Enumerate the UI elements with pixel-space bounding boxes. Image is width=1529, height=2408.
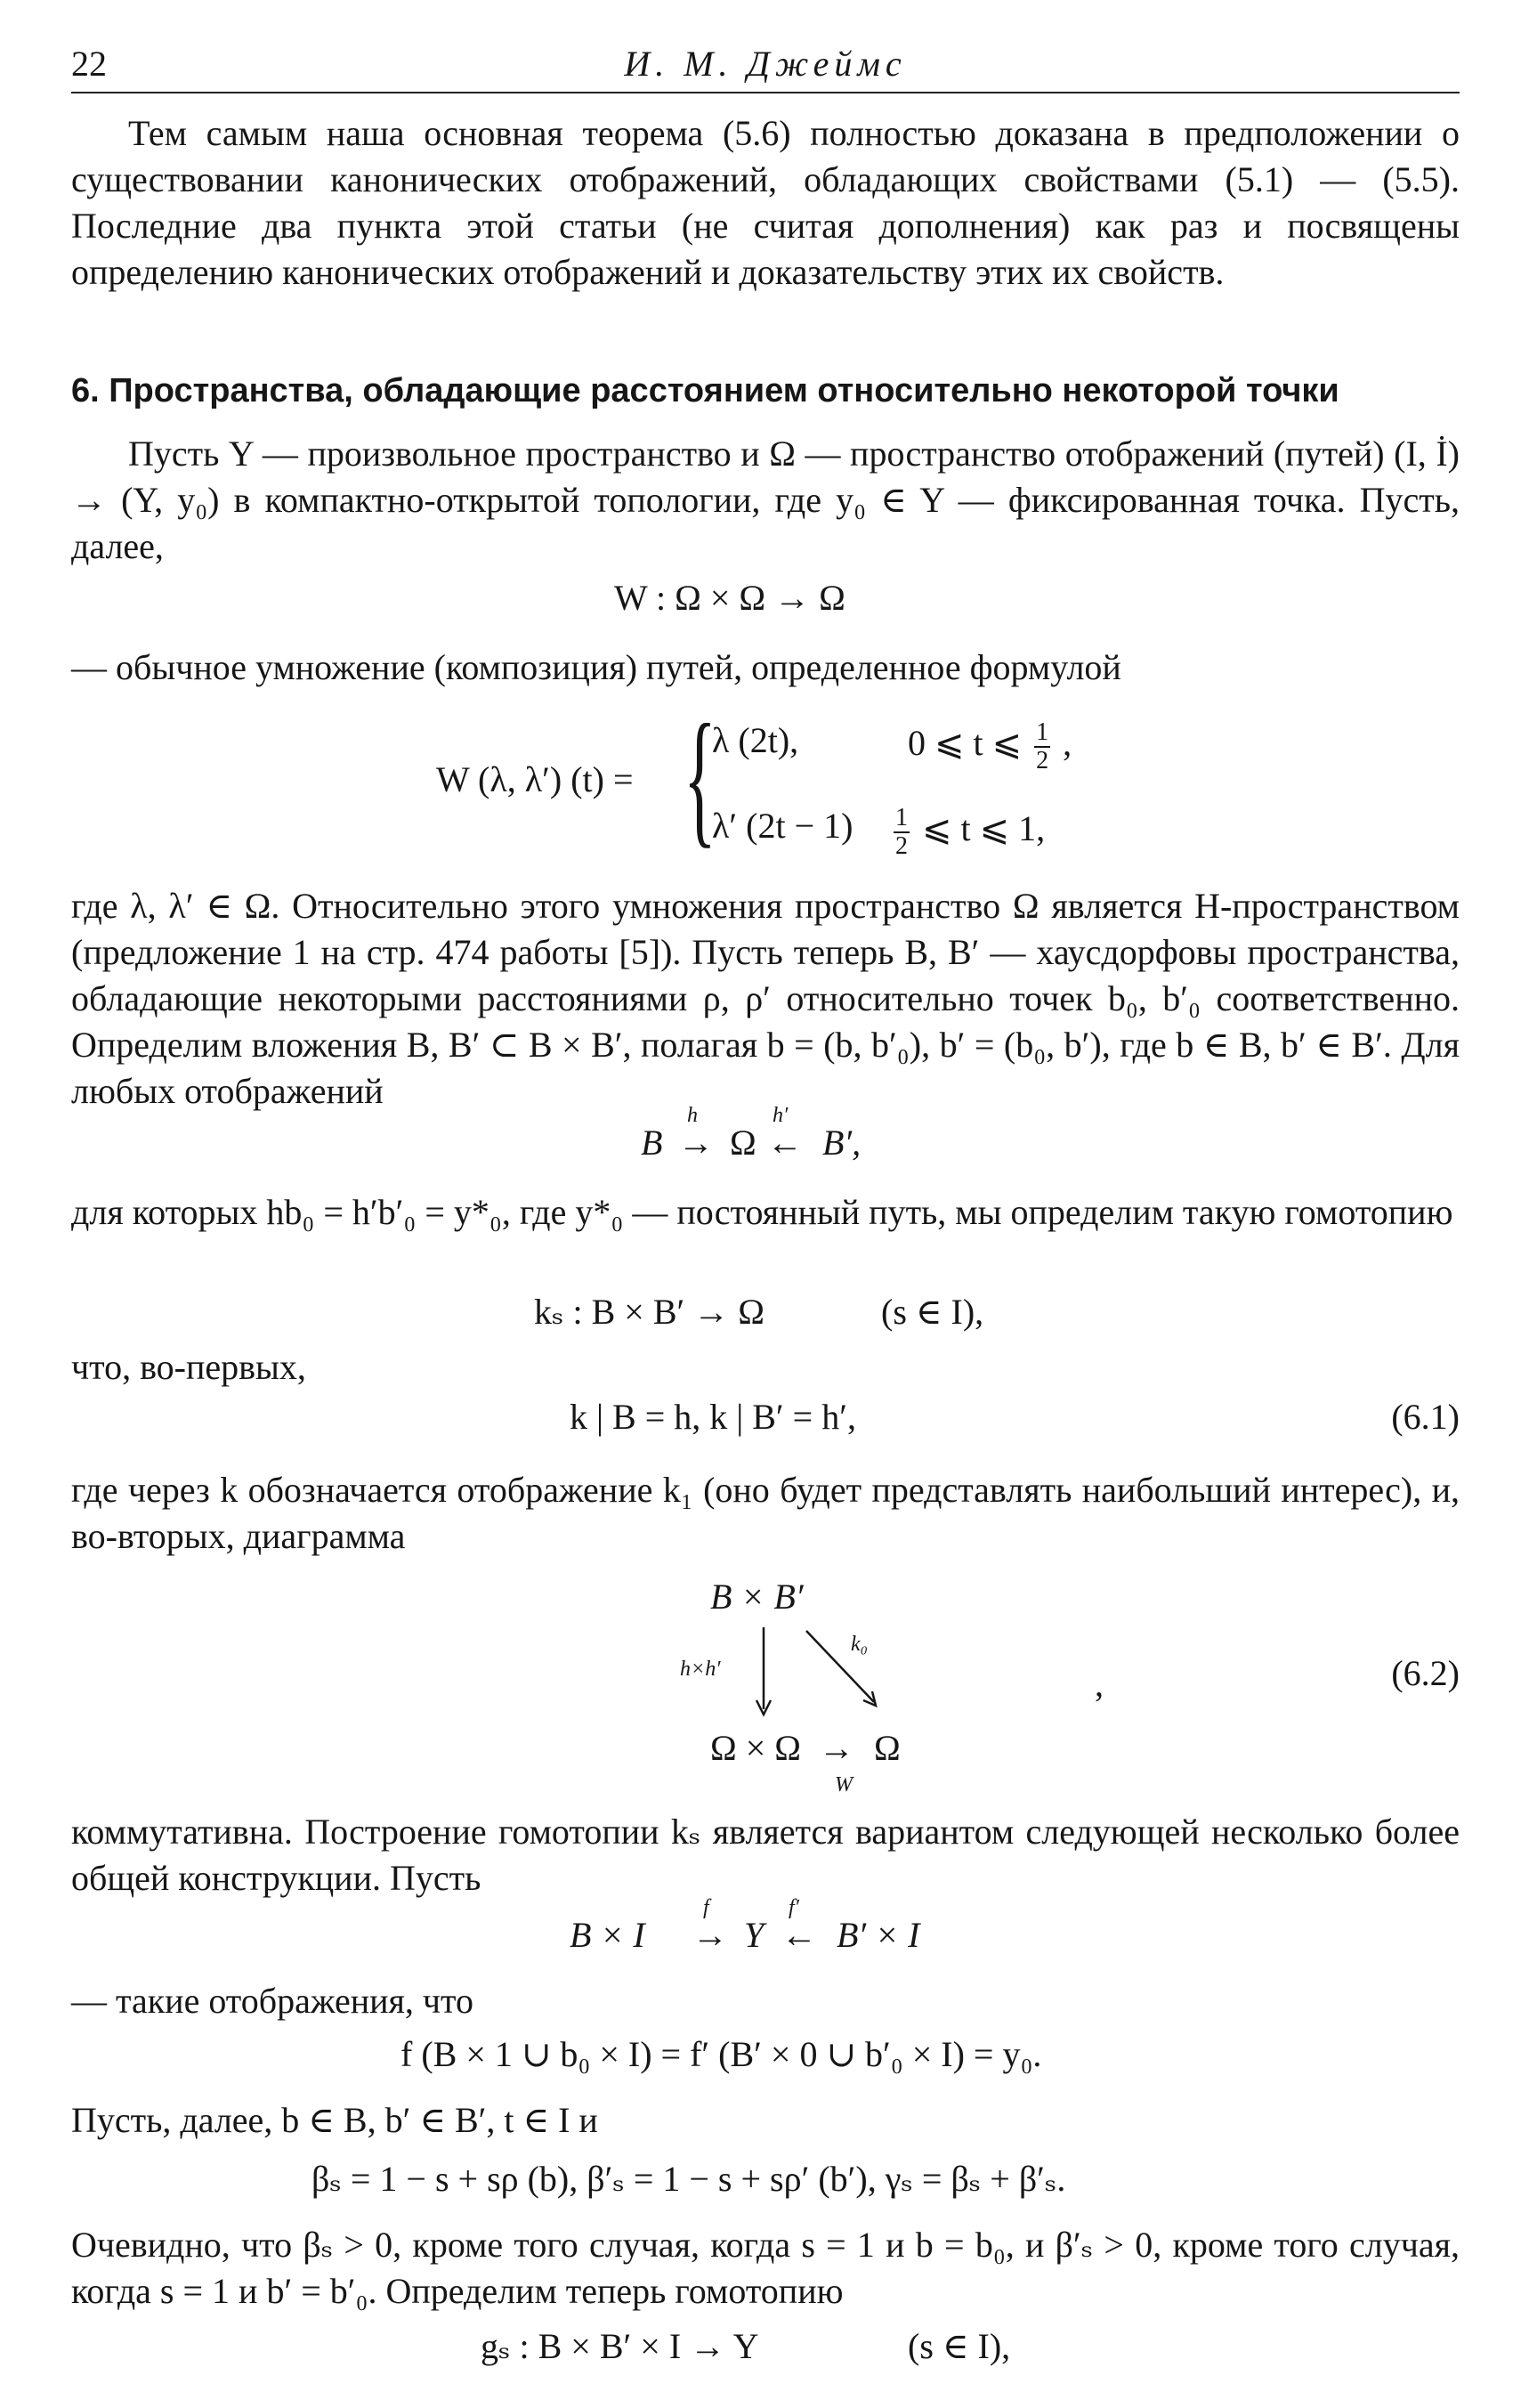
piecewise-case-2: λ′ (2t − 1): [712, 806, 853, 846]
paragraph-4: для которых hb₀ = h′b′₀ = y*₀, где y*₀ — постоянный путь, мы определим такую гомотопию: [71, 1192, 1453, 1232]
diagram-dot: ,: [1095, 1664, 1104, 1704]
equation-6-2-number: (6.2): [1391, 1653, 1460, 1693]
fmaps-arrow-left: ←: [781, 1915, 817, 1955]
diagram-diag-label: k₀: [851, 1633, 868, 1656]
maps-arrow-left: ←: [767, 1123, 803, 1163]
fmaps-right: B′ × I: [837, 1915, 920, 1955]
piecewise-brace: {: [684, 693, 716, 861]
paragraph-2: — обычное умножение (композиция) путей, определенное формулой: [71, 647, 1121, 687]
commutative-diagram: [641, 1576, 961, 1816]
maps-h-label: h: [687, 1104, 698, 1127]
equation-6-1: k | B = h, k | B′ = h′,: [570, 1397, 856, 1437]
running-title: И. М. Джеймс: [624, 44, 907, 84]
paragraph-6: где через k обозначается отображение k₁ (оно будет представлять наибольший интерес), и, во-вторых, диаграмма: [71, 1470, 1460, 1556]
fmaps-fp-label: f′: [789, 1896, 799, 1919]
paragraph-9: Пусть, далее, b ∈ B, b′ ∈ B′, t ∈ I и: [71, 2100, 598, 2140]
diagram-left-label: h×h′: [680, 1658, 721, 1681]
paragraph-5: что, во-первых,: [71, 1347, 306, 1387]
paragraph-10: Очевидно, что βₛ > 0, кроме того случая, когда s = 1 и b = b₀, и β′ₛ > 0, кроме того случая, когда s = 1 и b′ = b′₀. Определим теперь гомотопию: [71, 2225, 1460, 2311]
header-rule: [71, 92, 1460, 93]
ks-left: kₛ : B × B′ → Ω: [534, 1292, 764, 1332]
diagram-arrows: [641, 1576, 961, 1816]
piecewise-case-1: λ (2t),: [712, 720, 799, 760]
maps-hp-label: h′: [773, 1104, 789, 1127]
ks-right: (s ∈ I),: [881, 1292, 984, 1332]
equation-w: W : Ω × Ω → Ω: [614, 578, 845, 618]
diagram-top: B × B′: [710, 1577, 804, 1617]
fmaps-mid: Y: [744, 1915, 764, 1955]
paragraph-7: коммутативна. Построение гомотопии kₛ является вариантом следующей несколько более общей конструкции. Пусть: [71, 1812, 1460, 1898]
maps-left: B: [641, 1123, 663, 1163]
paragraph-1: Пусть Y — произвольное пространство и Ω — пространство отображений (путей) (I, İ) → (Y, y₀) в компактно-открытой топологии, где y₀ ∈ Y — фиксированная точка. Пусть, далее,: [71, 434, 1460, 566]
fmaps-f-label: f: [703, 1896, 709, 1919]
diagram-bottom-right: Ω: [874, 1728, 901, 1768]
fmaps-arrow-right: →: [692, 1915, 728, 1955]
maps-right: B′,: [822, 1123, 862, 1163]
diagram-bottom-arrow: →: [819, 1728, 854, 1768]
section-heading: 6. Пространства, обладающие расстоянием относительно некоторой точки: [71, 372, 1339, 409]
piecewise-lhs: W (λ, λ′) (t) =: [436, 759, 634, 799]
paragraph-8: — такие отображения, что: [71, 1981, 473, 2021]
page-header: [71, 39, 1460, 89]
piecewise-cond-2: $\frac{1}{2}$ ⩽ t ⩽ 1,: [895, 804, 1046, 860]
gs-right: (s ∈ I),: [908, 2326, 1011, 2366]
equation-6-1-number: (6.1): [1391, 1397, 1460, 1437]
piecewise-cond-1: 0 ⩽ t ⩽ $\frac{1}{2}$ ,: [908, 718, 1072, 774]
equation-beta: βₛ = 1 − s + sρ (b), β′ₛ = 1 − s + sρ′ (b′), γₛ = βₛ + β′ₛ.: [311, 2159, 1066, 2199]
paragraph-3: где λ, λ′ ∈ Ω. Относительно этого умножения пространство Ω является H-пространством (предложение 1 на стр. 474 работы [5]). Пусть теперь B, B′ — хаусдорфовы пространства, обладающие некоторыми расстояниями ρ, ρ′ относительно точек b₀, b′₀ соответственно. Определим вложения B, B′ ⊂ B × B′, полагая b = (b, b′₀), b′ = (b₀, b′), где b ∈ B, b′ ∈ B′. Для любых отображений: [71, 886, 1460, 1111]
gs-left: gₛ : B × B′ × I → Y: [481, 2326, 759, 2366]
maps-arrow-right: →: [678, 1123, 714, 1163]
paragraph-intro: Тем самым наша основная теорема (5.6) полностью доказана в предположении о существовании канонических отображений, обладающих свойствами (5.1) — (5.5). Последние два пункта этой статьи (не считая дополнения) как раз и посвящены определению канонических отображений и доказательству этих их свойств.: [71, 113, 1460, 292]
equation-f-condition: f (B × 1 ∪ b₀ × I) = f′ (B′ × 0 ∪ b′₀ × I) = y₀.: [400, 2034, 1042, 2074]
diagram-bottom: Ω × Ω: [710, 1728, 802, 1768]
fmaps-left: B × I: [570, 1915, 645, 1955]
maps-mid: Ω: [730, 1123, 756, 1163]
diagram-arrow-label: W: [835, 1773, 853, 1796]
page-number: 22: [71, 44, 107, 84]
